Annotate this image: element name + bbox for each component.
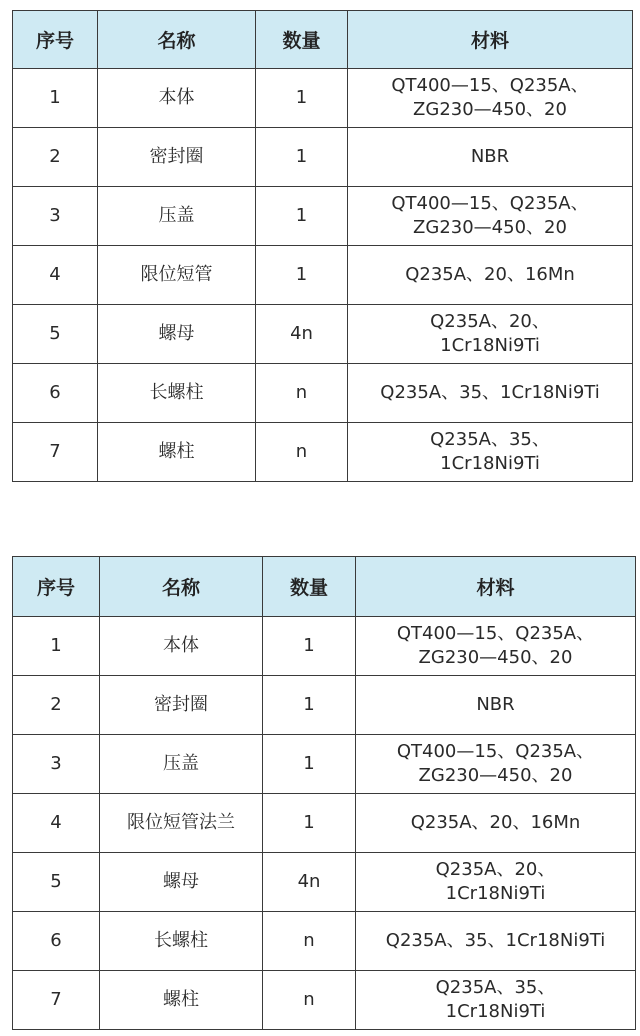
cell-quantity: n: [263, 912, 356, 971]
cell-quantity: n: [256, 423, 348, 482]
cell-material: Q235A、20、16Mn: [356, 794, 636, 853]
cell-serial-number: 6: [13, 912, 100, 971]
cell-material: QT400—15、Q235A、 ZG230—450、20: [348, 187, 633, 246]
header-material: 材料: [348, 11, 633, 69]
cell-quantity: 1: [263, 735, 356, 794]
table-row: [13, 364, 633, 423]
cell-serial-number: 6: [13, 364, 98, 423]
table-row: [13, 246, 633, 305]
cell-material: Q235A、20、 1Cr18Ni9Ti: [348, 305, 633, 364]
table-row: [13, 617, 636, 676]
cell-material: QT400—15、Q235A、 ZG230—450、20: [348, 69, 633, 128]
cell-material: Q235A、35、 1Cr18Ni9Ti: [348, 423, 633, 482]
cell-name: 螺柱: [100, 971, 263, 1030]
cell-name: 密封圈: [98, 128, 256, 187]
cell-name: 螺母: [98, 305, 256, 364]
cell-name: 压盖: [98, 187, 256, 246]
cell-name: 本体: [100, 617, 263, 676]
cell-quantity: 1: [256, 187, 348, 246]
table-row: [13, 69, 633, 128]
cell-quantity: 1: [256, 128, 348, 187]
cell-material: Q235A、35、1Cr18Ni9Ti: [356, 912, 636, 971]
cell-material: QT400—15、Q235A、 ZG230—450、20: [356, 617, 636, 676]
cell-quantity: 4n: [256, 305, 348, 364]
cell-quantity: 1: [263, 617, 356, 676]
cell-quantity: 1: [263, 676, 356, 735]
cell-name: 螺母: [100, 853, 263, 912]
cell-quantity: 1: [256, 246, 348, 305]
cell-name: 限位短管: [98, 246, 256, 305]
cell-name: 螺柱: [98, 423, 256, 482]
cell-quantity: 1: [256, 69, 348, 128]
cell-material: NBR: [348, 128, 633, 187]
header-serial-number: 序号: [13, 11, 98, 69]
cell-name: 限位短管法兰: [100, 794, 263, 853]
parts-table-2: [12, 556, 636, 1030]
cell-serial-number: 3: [13, 735, 100, 794]
cell-material: Q235A、35、1Cr18Ni9Ti: [348, 364, 633, 423]
cell-material: Q235A、20、 1Cr18Ni9Ti: [356, 853, 636, 912]
cell-serial-number: 5: [13, 305, 98, 364]
table-row: [13, 735, 636, 794]
table-row: [13, 971, 636, 1030]
cell-serial-number: 2: [13, 128, 98, 187]
table-row: [13, 676, 636, 735]
table-header-row: [13, 557, 636, 617]
cell-serial-number: 3: [13, 187, 98, 246]
cell-quantity: 4n: [263, 853, 356, 912]
table-row: [13, 794, 636, 853]
table-header-row: [13, 11, 633, 69]
cell-material: Q235A、35、 1Cr18Ni9Ti: [356, 971, 636, 1030]
cell-serial-number: 7: [13, 971, 100, 1030]
header-name: 名称: [98, 11, 256, 69]
table-row: [13, 305, 633, 364]
header-name: 名称: [100, 557, 263, 617]
table-row: [13, 912, 636, 971]
header-quantity: 数量: [256, 11, 348, 69]
cell-serial-number: 4: [13, 794, 100, 853]
cell-serial-number: 4: [13, 246, 98, 305]
cell-serial-number: 1: [13, 69, 98, 128]
table-row: [13, 853, 636, 912]
cell-name: 密封圈: [100, 676, 263, 735]
cell-material: NBR: [356, 676, 636, 735]
header-quantity: 数量: [263, 557, 356, 617]
cell-serial-number: 1: [13, 617, 100, 676]
cell-serial-number: 5: [13, 853, 100, 912]
table-row: [13, 187, 633, 246]
cell-quantity: 1: [263, 794, 356, 853]
table-row: [13, 128, 633, 187]
cell-name: 长螺柱: [100, 912, 263, 971]
cell-serial-number: 7: [13, 423, 98, 482]
header-material: 材料: [356, 557, 636, 617]
cell-quantity: n: [256, 364, 348, 423]
cell-name: 压盖: [100, 735, 263, 794]
parts-table-1: [12, 10, 633, 482]
cell-name: 长螺柱: [98, 364, 256, 423]
header-serial-number: 序号: [13, 557, 100, 617]
cell-material: Q235A、20、16Mn: [348, 246, 633, 305]
cell-material: QT400—15、Q235A、 ZG230—450、20: [356, 735, 636, 794]
cell-serial-number: 2: [13, 676, 100, 735]
cell-name: 本体: [98, 69, 256, 128]
cell-quantity: n: [263, 971, 356, 1030]
table-row: [13, 423, 633, 482]
